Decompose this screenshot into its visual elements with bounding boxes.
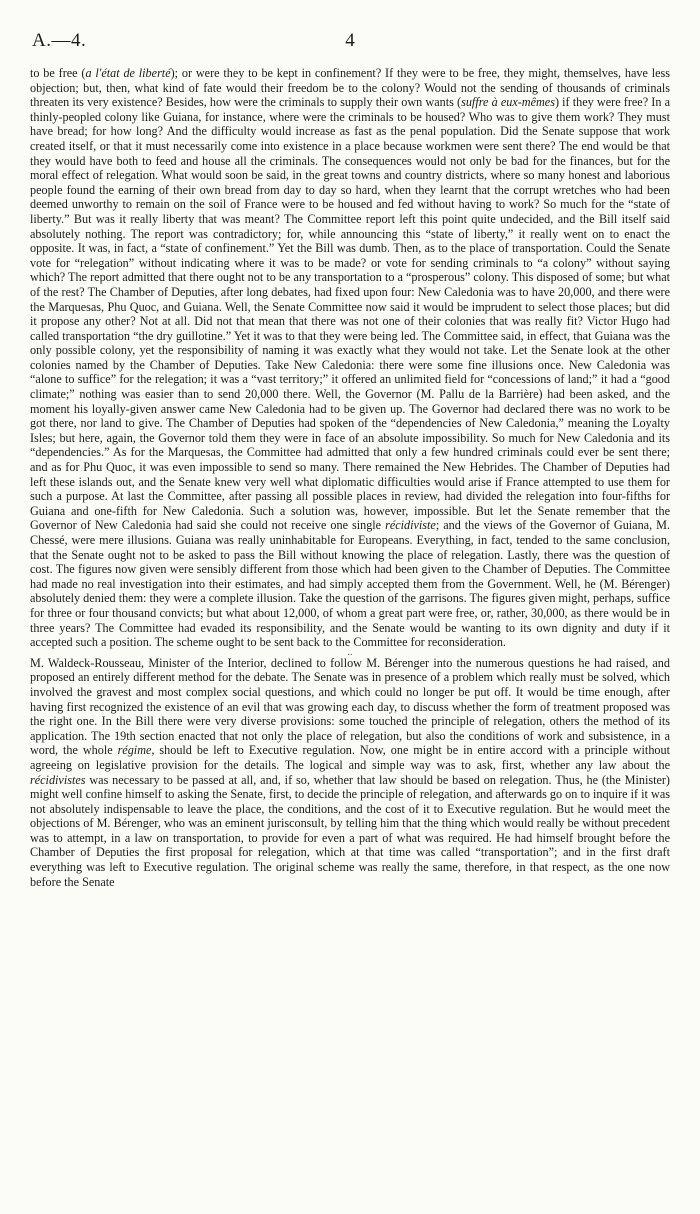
text-run: ; and the views of the Governor of Guiana, M. Chessé, were mere illusions. Guiana was really uninhabitable for Europeans. Everything, in fact, tended to the same conclusion, that the Senate ought not to be asked to pass the Bill without knowing the place of relegation. Lastly, there was the question of cost. The figures now given were sensibly different from those which had been given to the Chamber of Deputies. The Committee had made no real investigation into their estimates, and had simply accepted them from the Government. Well, he (M. Bérenger) absolutely denied them: they were a complete illusion. Take the question of the garrisons. The figures given might, perhaps, suffice for three or four thousand convicts; but what about 12,000, of whom a great part were free, or, rather, 30,000, as there would be in three years? The Committee had evaded its responsibility, and the Senate would be wanting to its own dignity and duty if it accepted such a position. The scheme ought to be sent back to the Committee for reconsideration.	[30, 518, 671, 650]
page-header	[30, 28, 670, 66]
separator-mark: ..	[347, 646, 353, 658]
italic-run: a l'état de liberté	[85, 66, 171, 80]
paragraph	[30, 66, 670, 650]
italic-run: suffre à eux-mêmes	[461, 95, 555, 110]
italic-run: récidivistes	[30, 772, 86, 787]
paragraph	[30, 656, 670, 890]
text-run: ); or were they to be kept in confinement? If they were to be free, they might, themselves, have less objection; but, then, what kind of fate would their freedom be to the colony? Would not the sending of thousands of criminals threaten its very existence? Besides, how were the criminals to supply their own wants (	[30, 66, 670, 110]
italic-run: régime	[117, 743, 152, 758]
document-reference: A.—4.	[32, 30, 87, 51]
text-run: , should be left to Executive regulation. Now, one might be in entire accord with a principle without agreeing on legislative provision for the details. The logical and simple way was to ask, first, whether any law about the	[30, 743, 670, 772]
page-number: 4	[345, 30, 355, 51]
text-run: was necessary to be passed at all, and, if so, whether that law should be based on relegation. Thus, he (the Minister) might well confine himself to asking the Senate, first, to decide the principle of relegation, and afterwards go on to inquire if it was not absolutely indispensable to leave the place, the conditions, and the cost of it to Executive regulation. But he would meet the objections of M. Bérenger, who was an eminent jurisconsult, by telling him that the thing which would really be without precedent was to attempt, in a law on transportation, to provide for even a part of what was required. He had himself brought before the Chamber of Deputies the first proposal for relegation, which at that time was called “transportation”; and in the first draft everything was left to Executive regulation. The original scheme was really the same, therefore, in that respect, as the one now before the Senate	[30, 772, 670, 889]
body-text	[30, 66, 670, 889]
text-run: ) if they were free? In a thinly-peopled colony like Guiana, for instance, where were the criminals to be housed? Who was to give them work? They must have bread; for how long? And the difficulty would increase as fast as the penal population. Did the Senate suppose that work created itself, or that it must necessarily come into existence in a place because workmen were sent there? The end would be that they would have both to feed and house all the criminals. The consequences would not only be bad for the finances, but for the moral effect of relegation. What would soon be said, in the great towns and country districts, where so many honest and laborious people found the earning of their own bread from day to day so hard, when they learnt that the corrupt wretches who had been deemed unworthy to remain on the soil of France were to be housed and fed without having to work? So much for the “state of liberty.” But was it really liberty that was meant? The Committee report left this point quite undecided, and the Bill itself said absolutely nothing. The report was contradictory; for, while announcing this “state of liberty,” it really went on to enact the opposite. It was, in fact, a “state of confinement.” Yet the Bill was dumb. Then, as to the place of transportation. Could the Senate vote for “relegation” without indicating where it was to be made? or vote for sending criminals to “a colony” without saying which? The report admitted that there ought not to be any transportation to a “prosperous” colony. This disposed of some; but what of the rest? The Chamber of Deputies, after long debates, had fixed upon four: New Caledonia was to have 20,000, and there were the Marquesas, Phu Quoc, and Guiana. Well, the Senate Committee now said it would be imprudent to select those places; but did it propose any other? Not at all. Did not that mean that there was not one of their colonies that was really fit? Victor Hugo had called transportation “the dry guillotine.” Yet it was to that they were being led. The Committee said, in effect, that Guiana was the only possible colony, yet the responsibility of naming it was exactly what they would not take. Let the Senate look at the other colonies named by the Chamber of Deputies. Take New Caledonia: there were some fine illusions once. New Caledonia was “alone to suffice” for the relegation; it was a “vast territory;” it offered an unlimited field for “concessions of land;” it had a “good climate;” nothing was easier than to send 20,000 there. Well, the Governor (M. Pallu de la Barrière) had been asked, and the moment his loyally-given answer came New Caledonia had to be given up. The Governor had declared there was no work to be got there, nor land to give. The Chamber of Deputies had spoken of the “dependencies of New Caledonia,” meaning the Loyalty Isles; but here, again, the Governor told them they were in face of an absolute impossibility. So much for New Caledonia and its “dependencies.” As for the Marquesas, the Committee had admitted that only a few hundred criminals could ever be sent there; and as for Phu Quoc, it was even impossible to send so many. There remained the New Hebrides. The Chamber of Deputies had left these islands out, and the Senate knew very well what diplomatic difficulties would arise if France attempted to use them for such a purpose. At last the Committee, after passing all possible places in review, had divided the relegation into four-fifths for Guiana and one-fifth for New Caledonia. Such a solution was, however, impossible. But let the Senate remember that the Governor of New Caledonia had said she could not receive one single	[30, 95, 670, 533]
italic-run: récidiviste	[385, 518, 436, 533]
text-run: to be free (	[30, 66, 86, 80]
text-run: M. Waldeck-Rousseau, Minister of the Interior, declined to follow M. Bérenger into the numerous questions he had raised, and proposed an entirely different method for the debate. The Senate was in presence of a problem which really must be solved, which involved the gravest and most complex social questions, and which could no longer be put off. It would be time enough, after having first recognized the existence of an evil that was growing each day, to discuss whether the form of treatment proposed was the right one. In the Bill there were very diverse provisions: some touched the principle of relegation, others the method of its application. The 19th section enacted that not only the place of relegation, but also the conditions of work and subsistence, in a word, the whole	[30, 655, 670, 758]
